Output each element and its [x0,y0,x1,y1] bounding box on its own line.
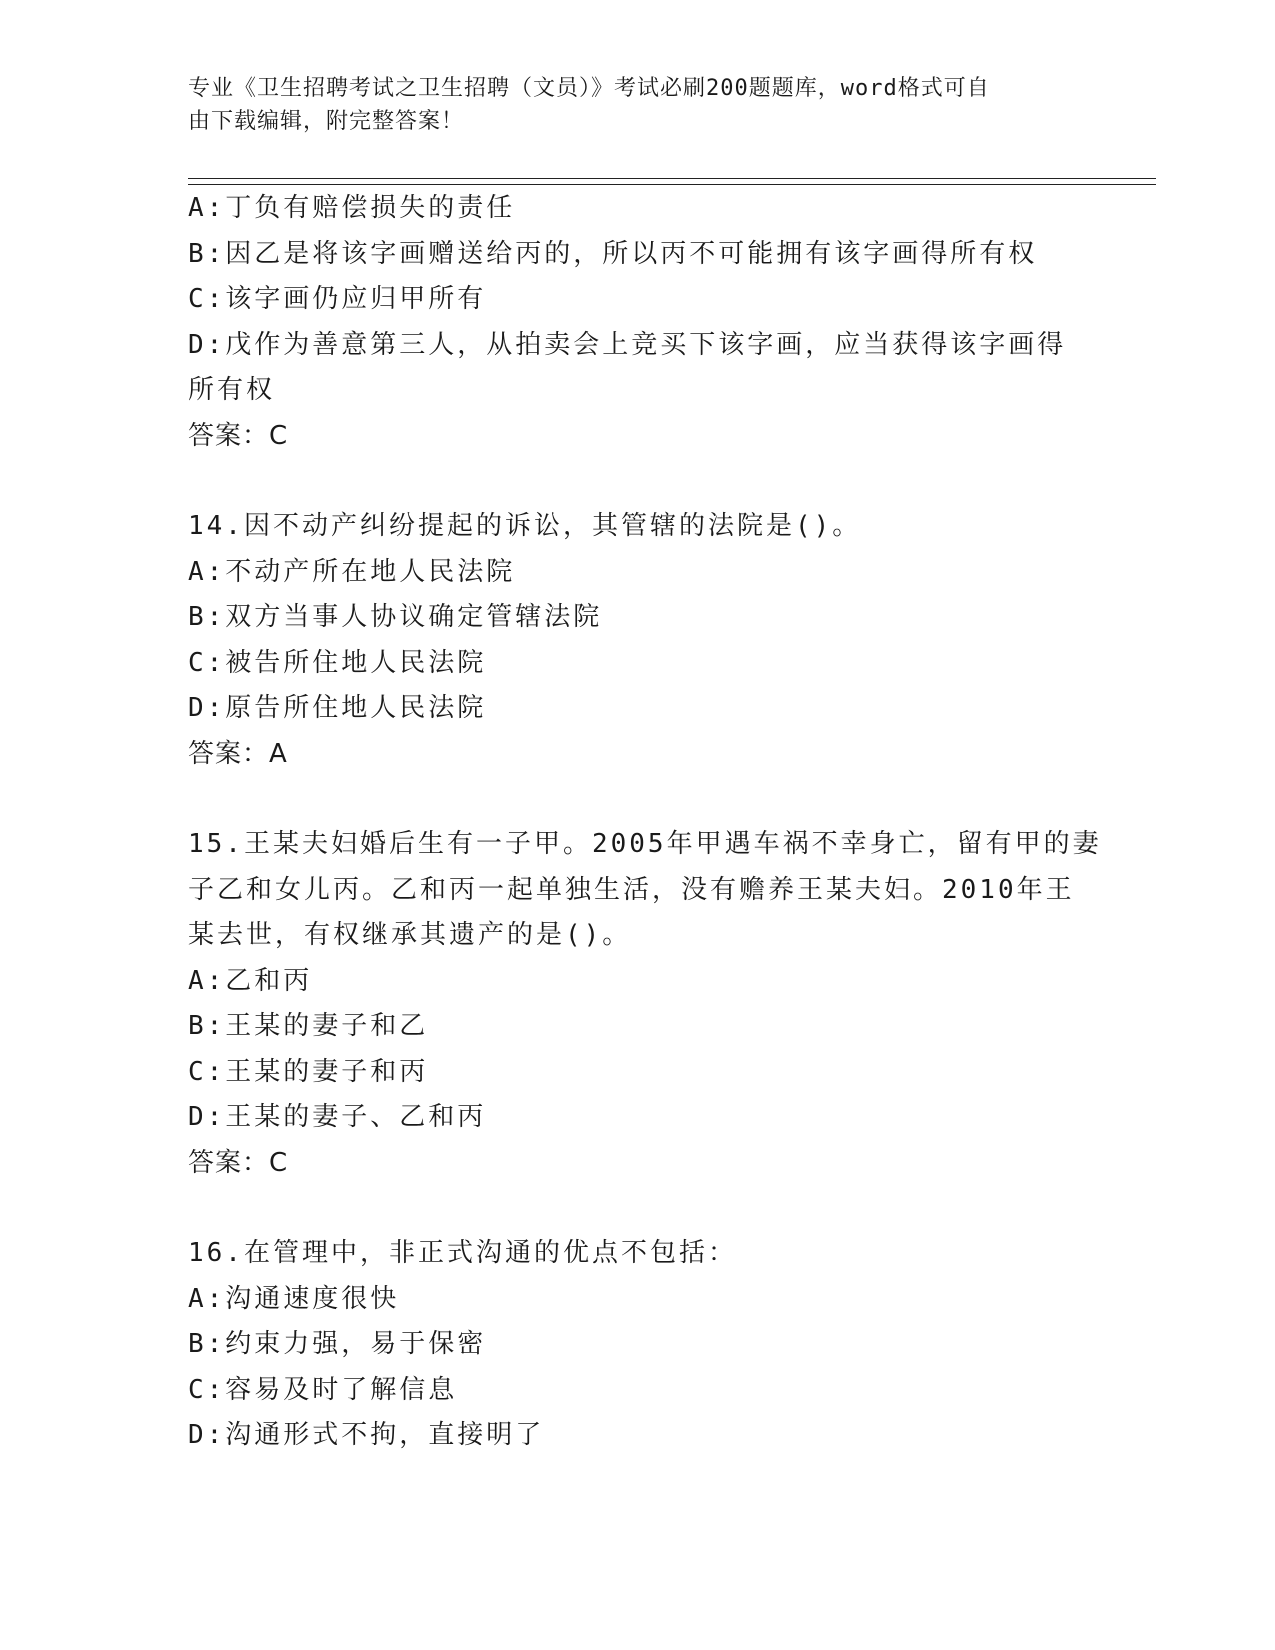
header-divider-bottom [188,184,1156,185]
spacer [188,459,1088,504]
option-a: A:丁负有赔偿损失的责任 [188,193,516,223]
answer-label: 答案：C [188,420,289,451]
option-c: C:该字画仍应归甲所有 [188,284,487,314]
option-b: B:王某的妻子和乙 [188,1011,429,1041]
header-line-2: 由下载编辑，附完整答案！ [188,109,465,134]
question-14-block [188,504,1088,777]
question-15-block [188,822,1102,1186]
option-a: A:乙和丙 [188,965,313,996]
option-d: D:原告所住地人民法院 [188,693,487,723]
document-header [188,72,1078,138]
question-16-block [188,1231,1088,1459]
option-b: B:双方当事人协议确定管辖法院 [188,602,603,632]
option-c: C:王某的妻子和丙 [188,1056,429,1087]
answer-label: 答案：C [188,1147,289,1178]
question-list [188,186,1102,1459]
answer-label: 答案：A [188,738,288,769]
option-a: A:不动产所在地人民法院 [188,556,516,587]
question-text: 15.王某夫妇婚后生有一子甲。2005年甲遇车祸不幸身亡，留有甲的妻 [188,829,1102,859]
spacer [188,1186,1088,1231]
option-d: D:王某的妻子、乙和丙 [188,1102,487,1132]
question-13-block [188,186,1088,459]
question-text-continued: 某去世，有权继承其遗产的是()。 [188,920,632,950]
question-text-continued: 子乙和女儿丙。乙和丙一起单独生活，没有赡养王某夫妇。2010年王 [188,874,1075,905]
option-d-continued: 所有权 [188,375,276,405]
question-text: 14.因不动产纠纷提起的诉讼，其管辖的法院是()。 [188,511,862,541]
option-b: B:约束力强，易于保密 [188,1329,487,1359]
option-b: B:因乙是将该字画赠送给丙的，所以丙不可能拥有该字画得所有权 [188,238,1038,269]
option-a: A:沟通速度很快 [188,1283,400,1314]
header-line-1: 专业《卫生招聘考试之卫生招聘（文员）》考试必刷200题题库，word格式可自 [188,76,990,101]
option-d: D:沟通形式不拘，直接明了 [188,1420,545,1450]
option-c: C:被告所住地人民法院 [188,647,487,678]
option-d: D:戊作为善意第三人，从拍卖会上竞买下该字画，应当获得该字画得 [188,329,1067,360]
option-c: C:容易及时了解信息 [188,1374,458,1405]
spacer [188,777,1088,822]
question-text: 16.在管理中，非正式沟通的优点不包括： [188,1238,737,1268]
header-divider-top [188,178,1156,179]
